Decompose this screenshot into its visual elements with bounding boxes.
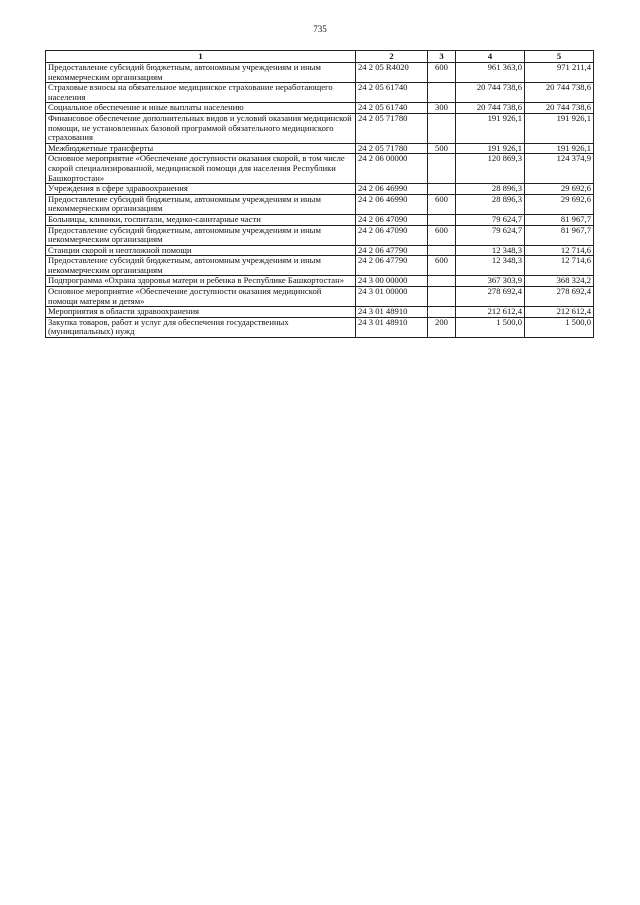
row-code-cell: 24 2 06 47790 — [356, 256, 428, 276]
row-code-cell: 24 2 05 61740 — [356, 83, 428, 103]
row-code-cell: 24 2 06 00000 — [356, 154, 428, 184]
row-value-col5-cell: 124 374,9 — [525, 154, 594, 184]
row-code-cell: 24 3 01 00000 — [356, 287, 428, 307]
row-name-cell: Предоставление субсидий бюджетным, автономным учреждениям и иным некоммерческим организациям — [46, 194, 356, 214]
row-code-cell: 24 2 06 46990 — [356, 184, 428, 195]
row-name-cell: Предоставление субсидий бюджетным, автономным учреждениям и иным некоммерческим организациям — [46, 256, 356, 276]
row-name-cell: Основное мероприятие «Обеспечение доступности оказания скорой, в том числе скорой специализированной, медицинской помощи для населения Республики Башкортостан» — [46, 154, 356, 184]
header-col-5: 5 — [525, 51, 594, 63]
row-vr-cell: 600 — [428, 63, 456, 83]
row-vr-cell — [428, 287, 456, 307]
row-name-cell: Межбюджетные трансферты — [46, 143, 356, 154]
row-vr-cell — [428, 214, 456, 225]
table-row — [46, 83, 594, 103]
page-number: 735 — [313, 24, 327, 34]
table-row — [46, 225, 594, 245]
table-row — [46, 317, 594, 337]
row-name-cell: Больницы, клиники, госпитали, медико-санитарные части — [46, 214, 356, 225]
header-col-4: 4 — [456, 51, 525, 63]
row-name-cell: Страховые взносы на обязательное медицинское страхование неработающего населения — [46, 83, 356, 103]
row-vr-cell — [428, 245, 456, 256]
row-value-col5-cell: 20 744 738,6 — [525, 83, 594, 103]
row-name-cell: Закупка товаров, работ и услуг для обеспечения государственных (муниципальных) нужд — [46, 317, 356, 337]
row-value-col5-cell: 368 324,2 — [525, 276, 594, 287]
row-vr-cell — [428, 276, 456, 287]
row-name-cell: Предоставление субсидий бюджетным, автономным учреждениям и иным некоммерческим организациям — [46, 63, 356, 83]
row-name-cell: Станции скорой и неотложной помощи — [46, 245, 356, 256]
header-col-1: 1 — [46, 51, 356, 63]
row-code-cell: 24 2 06 46990 — [356, 194, 428, 214]
row-value-col5-cell: 20 744 738,6 — [525, 103, 594, 114]
row-vr-cell — [428, 154, 456, 184]
table-row — [46, 307, 594, 318]
budget-table — [45, 50, 594, 338]
row-vr-cell: 300 — [428, 103, 456, 114]
table-row — [46, 143, 594, 154]
row-vr-cell: 600 — [428, 194, 456, 214]
row-code-cell: 24 2 05 R4020 — [356, 63, 428, 83]
row-value-col5-cell: 191 926,1 — [525, 113, 594, 143]
header-col-3: 3 — [428, 51, 456, 63]
row-code-cell: 24 2 06 47090 — [356, 225, 428, 245]
table-row — [46, 245, 594, 256]
row-code-cell: 24 2 06 47790 — [356, 245, 428, 256]
table-row — [46, 214, 594, 225]
row-vr-cell: 600 — [428, 225, 456, 245]
row-value-col5-cell: 278 692,4 — [525, 287, 594, 307]
row-value-col5-cell: 29 692,6 — [525, 194, 594, 214]
row-code-cell: 24 2 06 47090 — [356, 214, 428, 225]
row-name-cell: Мероприятия в области здравоохранения — [46, 307, 356, 318]
table-row — [46, 256, 594, 276]
table-row — [46, 276, 594, 287]
table-header-row — [46, 51, 594, 63]
row-value-col4-cell: 367 303,9 — [456, 276, 525, 287]
row-vr-cell — [428, 83, 456, 103]
row-value-col4-cell: 79 624,7 — [456, 214, 525, 225]
row-value-col4-cell: 191 926,1 — [456, 113, 525, 143]
row-value-col4-cell: 20 744 738,6 — [456, 83, 525, 103]
header-col-2: 2 — [356, 51, 428, 63]
row-vr-cell: 500 — [428, 143, 456, 154]
row-value-col4-cell: 191 926,1 — [456, 143, 525, 154]
row-value-col4-cell: 20 744 738,6 — [456, 103, 525, 114]
row-code-cell: 24 3 01 48910 — [356, 317, 428, 337]
row-value-col4-cell: 28 896,3 — [456, 184, 525, 195]
row-code-cell: 24 3 00 00000 — [356, 276, 428, 287]
row-value-col5-cell: 81 967,7 — [525, 214, 594, 225]
row-value-col5-cell: 212 612,4 — [525, 307, 594, 318]
row-value-col5-cell: 12 714,6 — [525, 256, 594, 276]
row-name-cell: Предоставление субсидий бюджетным, автономным учреждениям и иным некоммерческим организациям — [46, 225, 356, 245]
row-value-col4-cell: 278 692,4 — [456, 287, 525, 307]
row-vr-cell — [428, 184, 456, 195]
row-value-col5-cell: 191 926,1 — [525, 143, 594, 154]
row-value-col5-cell: 1 500,0 — [525, 317, 594, 337]
row-value-col5-cell: 29 692,6 — [525, 184, 594, 195]
table-row — [46, 184, 594, 195]
row-name-cell: Социальное обеспечение и иные выплаты населению — [46, 103, 356, 114]
row-code-cell: 24 2 05 61740 — [356, 103, 428, 114]
table-row — [46, 113, 594, 143]
table-row — [46, 63, 594, 83]
row-code-cell: 24 2 05 71780 — [356, 143, 428, 154]
table-row — [46, 287, 594, 307]
row-code-cell: 24 2 05 71780 — [356, 113, 428, 143]
table-row — [46, 154, 594, 184]
row-value-col4-cell: 79 624,7 — [456, 225, 525, 245]
row-value-col4-cell: 212 612,4 — [456, 307, 525, 318]
row-value-col4-cell: 961 363,0 — [456, 63, 525, 83]
row-vr-cell — [428, 113, 456, 143]
row-vr-cell: 200 — [428, 317, 456, 337]
row-value-col4-cell: 12 348,3 — [456, 245, 525, 256]
row-value-col4-cell: 120 869,3 — [456, 154, 525, 184]
row-value-col5-cell: 12 714,6 — [525, 245, 594, 256]
row-value-col5-cell: 971 211,4 — [525, 63, 594, 83]
row-name-cell: Подпрограмма «Охрана здоровья матери и ребенка в Республике Башкортостан» — [46, 276, 356, 287]
table-body — [46, 63, 594, 338]
row-vr-cell — [428, 307, 456, 318]
table-row — [46, 103, 594, 114]
row-value-col4-cell: 12 348,3 — [456, 256, 525, 276]
row-name-cell: Основное мероприятие «Обеспечение доступности оказания медицинской помощи матерям и детям» — [46, 287, 356, 307]
table-row — [46, 194, 594, 214]
row-code-cell: 24 3 01 48910 — [356, 307, 428, 318]
row-value-col5-cell: 81 967,7 — [525, 225, 594, 245]
row-value-col4-cell: 1 500,0 — [456, 317, 525, 337]
row-name-cell: Учреждения в сфере здравоохранения — [46, 184, 356, 195]
row-value-col4-cell: 28 896,3 — [456, 194, 525, 214]
row-name-cell: Финансовое обеспечение дополнительных видов и условий оказания медицинской помощи, не установленных базовой программой обязательного медицинского страхования — [46, 113, 356, 143]
row-vr-cell: 600 — [428, 256, 456, 276]
